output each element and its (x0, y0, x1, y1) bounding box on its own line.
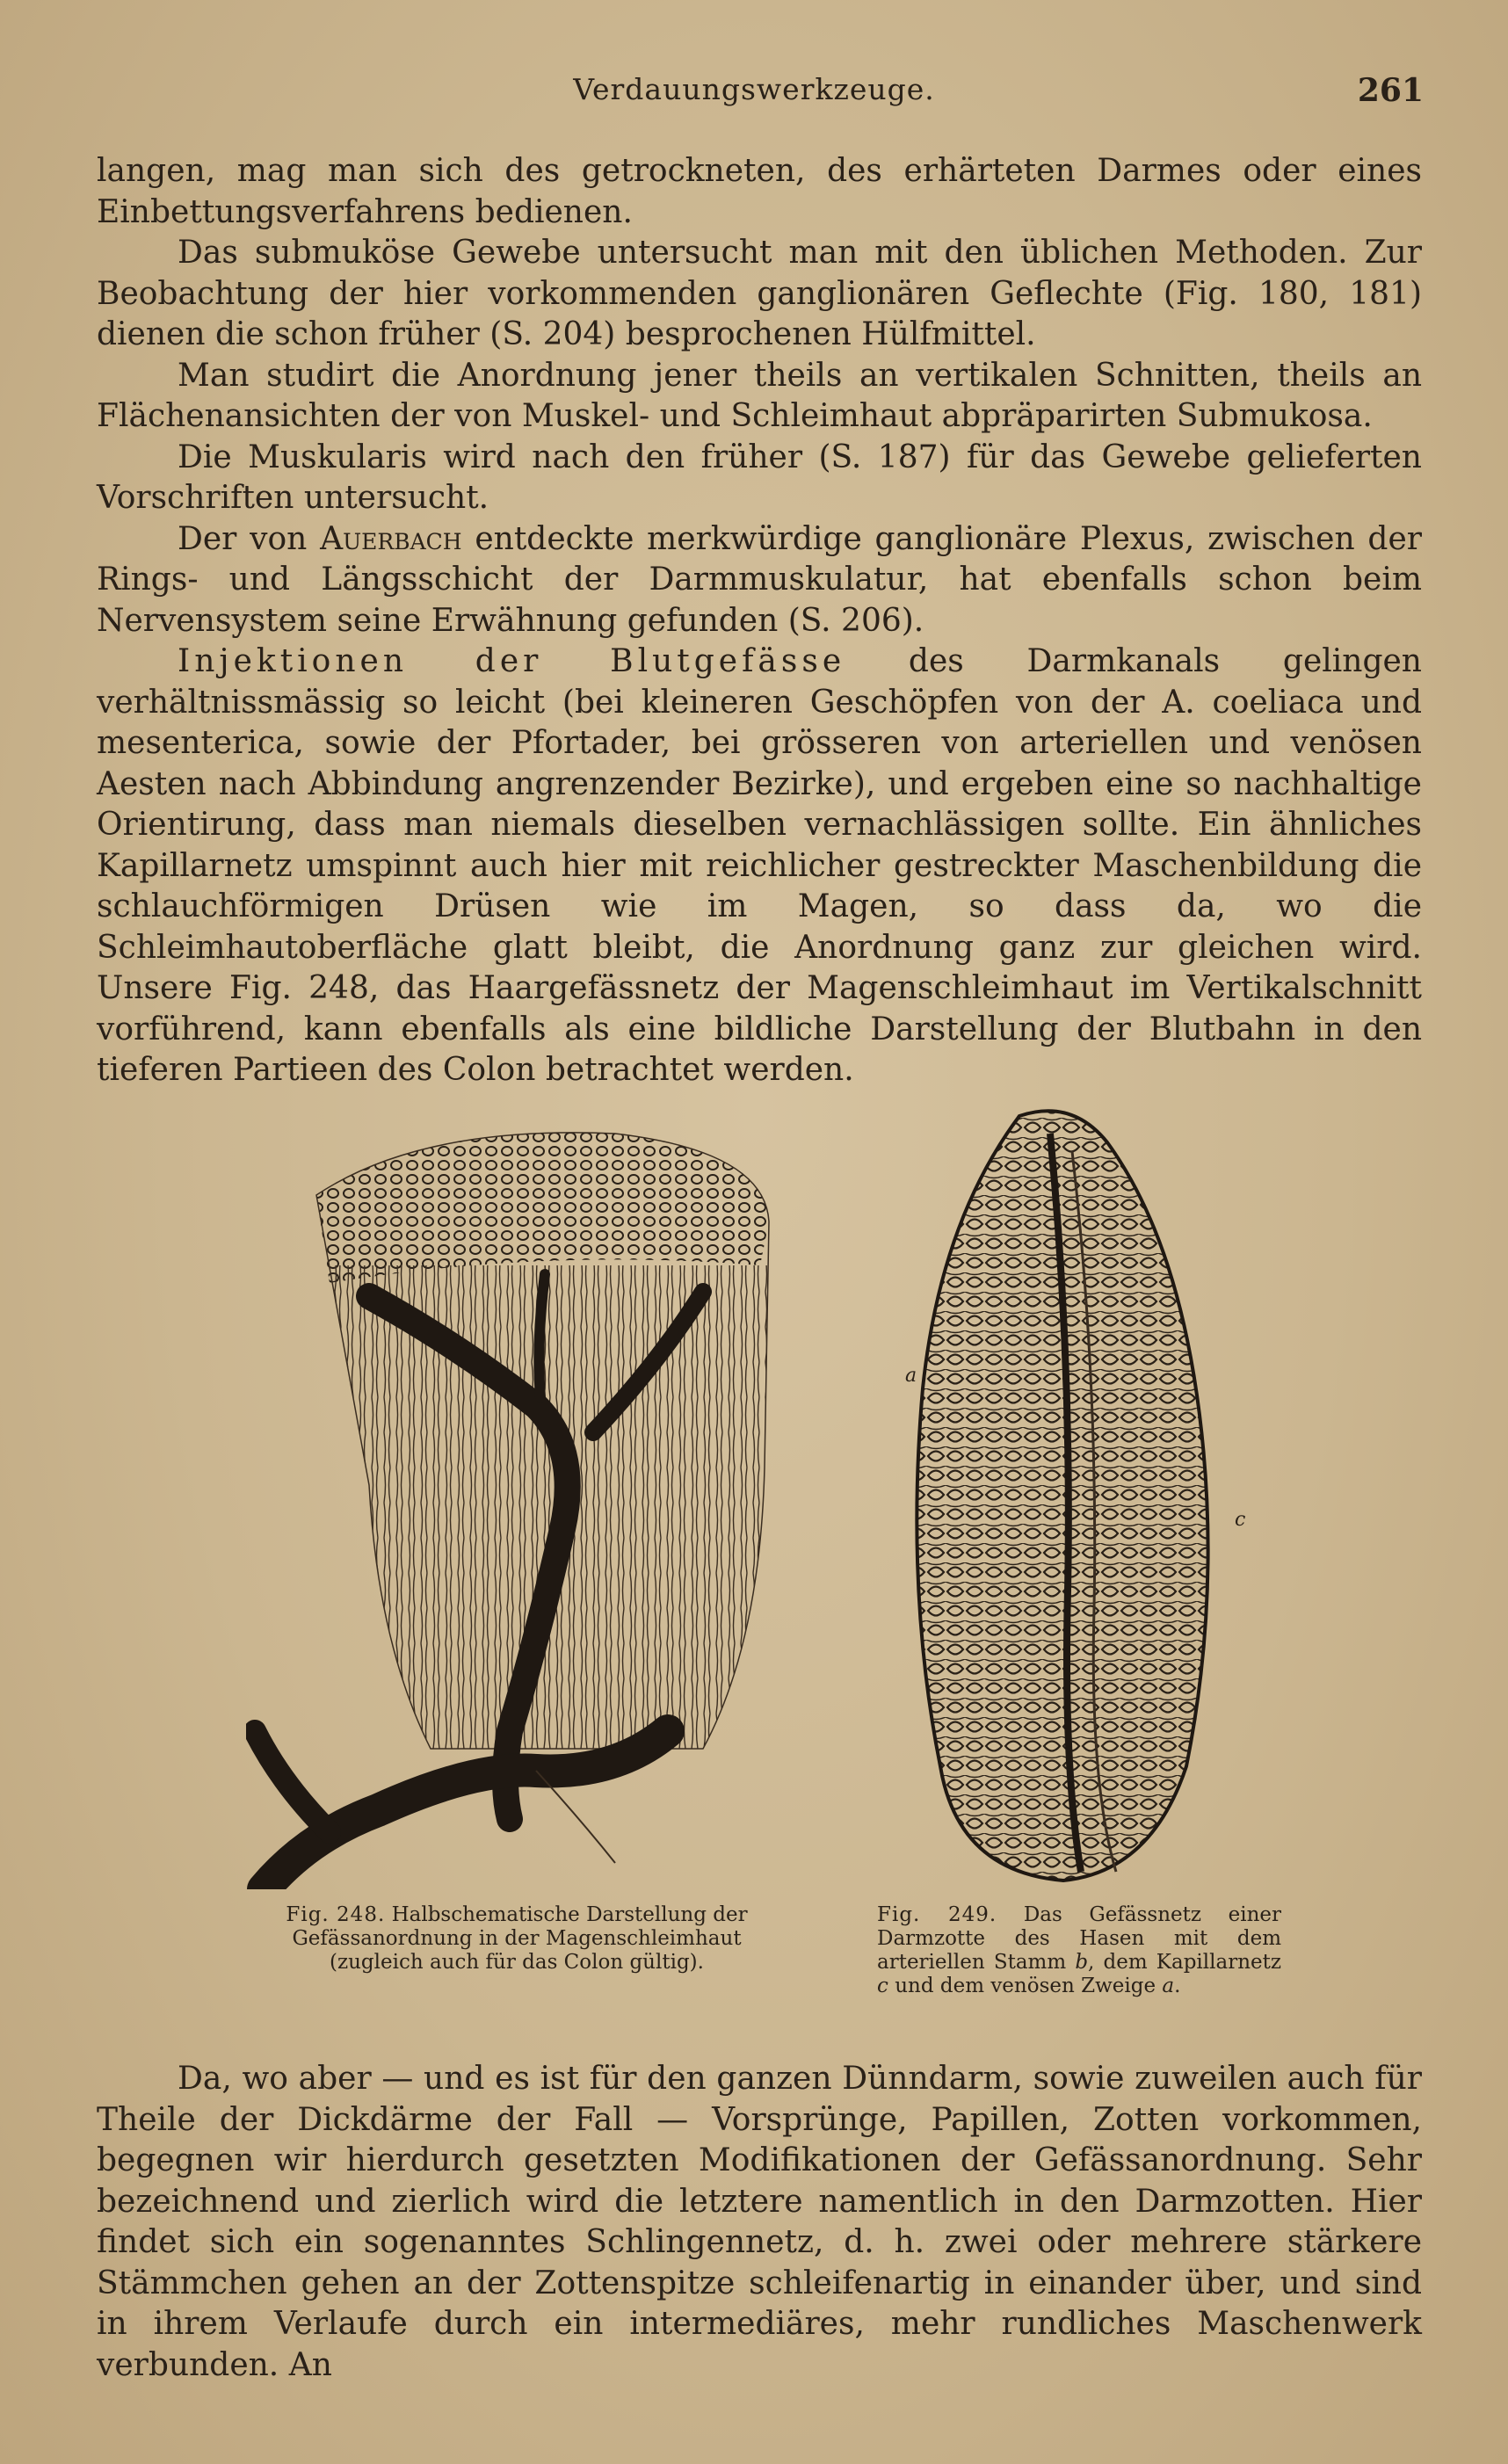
paragraph: Da, wo aber — und es ist für den ganzen Dünndarm, sowie zuweilen auch für Theile der Dickdärme der Fall — Vorsprünge, Papillen, Zotten vorkommen, begegnen wir hierdurch gesetzten Modifikationen der Gefässanordnung. Sehr bezeichnend und zierlich wird die letztere namentlich in den Darmzotten. Hier findet sich ein sogenanntes Schlingennetz, d. h. zwei oder mehrere stärkere Stämmchen gehen an der Zottenspitze schleifenartig in einander über, und sind in ihrem Verlaufe durch ein intermediäres, mehr rundliches Maschenwerk verbunden. An (97, 2061, 1422, 2383)
capillary-mesh (316, 1133, 769, 1283)
body-text-bottom (97, 2059, 1422, 2386)
caption-text: und dem venösen Zweige (888, 1975, 1163, 1997)
caption-letter: a (1162, 1975, 1175, 1997)
author-name: Auerbach (320, 520, 462, 557)
paragraph: Das submuköse Gewebe untersucht man mit den üblichen Methoden. Zur Beobachtung der hier vorkommenden ganglionären Geflechte (Fig. 180, 181) dienen die schon früher (S. 204) besprochenen Hülfmittel. (97, 235, 1422, 352)
text-run: entdeckte merkwürdige ganglionäre Plexus, zwischen der Rings- und Längsschicht der Darmmuskulatur, hat ebenfalls schon beim Nervensystem seine Erwähnung gefunden (S. 206). (97, 520, 1422, 639)
text-run: des Darmkanals gelingen verhältnissmässig so leicht (bei kleineren Geschöpfen von der A. coeliaca und mesenterica, sowie der Pfortader, bei grösseren von arteriellen und venösen Aesten nach Abbindung angrenzender Bezirke), und ergeben eine so nachhaltige Orientirung, dass man niemals dieselben vernachlässigen sollte. Ein ähnliches Kapillarnetz umspinnt auch hier mit reichlicher gestreckter Maschenbildung die schlauchförmigen Drüsen wie im Magen, so dass da, wo die Schleimhautoberfläche glatt bleibt, die Anordnung ganz zur gleichen wird. Unsere Fig. 248, das Haargefässnetz der Magenschleimhaut im Vertikalschnitt vorführend, kann ebenfalls als eine bildliche Darstellung der Blutbahn in den tieferen Partieen des Colon betrachtet werden. (97, 643, 1422, 1088)
figure-letter-c: c (1235, 1509, 1246, 1531)
capillary-columns (299, 1265, 791, 1757)
running-head: Verdauungswerkzeuge. (573, 72, 935, 106)
caption-text: . (1174, 1975, 1181, 1997)
paragraph-auerbach (97, 519, 1422, 642)
figure-248-drawing (246, 1116, 791, 1889)
text-run: Der von (178, 520, 321, 557)
spaced-lead-phrase: Injektionen der Blutgefässe (178, 643, 846, 679)
paragraph-injection (97, 641, 1422, 1091)
figure-249-caption (877, 1903, 1281, 1998)
figure-248-caption (253, 1903, 780, 1975)
caption-text: , dem Kapillarnetz (1088, 1951, 1281, 1974)
figure-label: Fig. 249. (877, 1903, 997, 1926)
figure-248-illustration (246, 1116, 791, 1889)
figure-249-drawing (888, 1098, 1257, 1889)
caption-letter: c (877, 1975, 888, 1997)
caption-text: Halbschematische Darstellung der Gefässanordnung in der Magenschleimhaut (zugleich auch für das Colon gültig). (292, 1903, 748, 1974)
page-number: 261 (1357, 72, 1424, 109)
caption-letter: b (1075, 1951, 1089, 1974)
figure-249-illustration (888, 1098, 1257, 1889)
figure-label: Fig. 248. (286, 1903, 386, 1926)
body-text-top (97, 151, 1422, 1091)
paragraph: langen, mag man sich des getrockneten, des erhärteten Darmes oder eines Einbettungsverfahrens bedienen. (97, 153, 1422, 230)
caption-text: Das Gefässnetz einer Darmzotte des Hasen mit dem arteriellen Stamm (877, 1903, 1281, 1974)
page-header (0, 72, 1508, 116)
paragraph: Man studirt die Anordnung jener theils an vertikalen Schnitten, theils an Flächenansichten der von Muskel- und Schleimhaut abpräparirten Submukosa. (97, 357, 1422, 434)
figure-letter-a: a (905, 1365, 917, 1387)
paragraph: Die Muskularis wird nach den früher (S. 187) für das Gewebe gelieferten Vorschriften untersucht. (97, 438, 1422, 516)
